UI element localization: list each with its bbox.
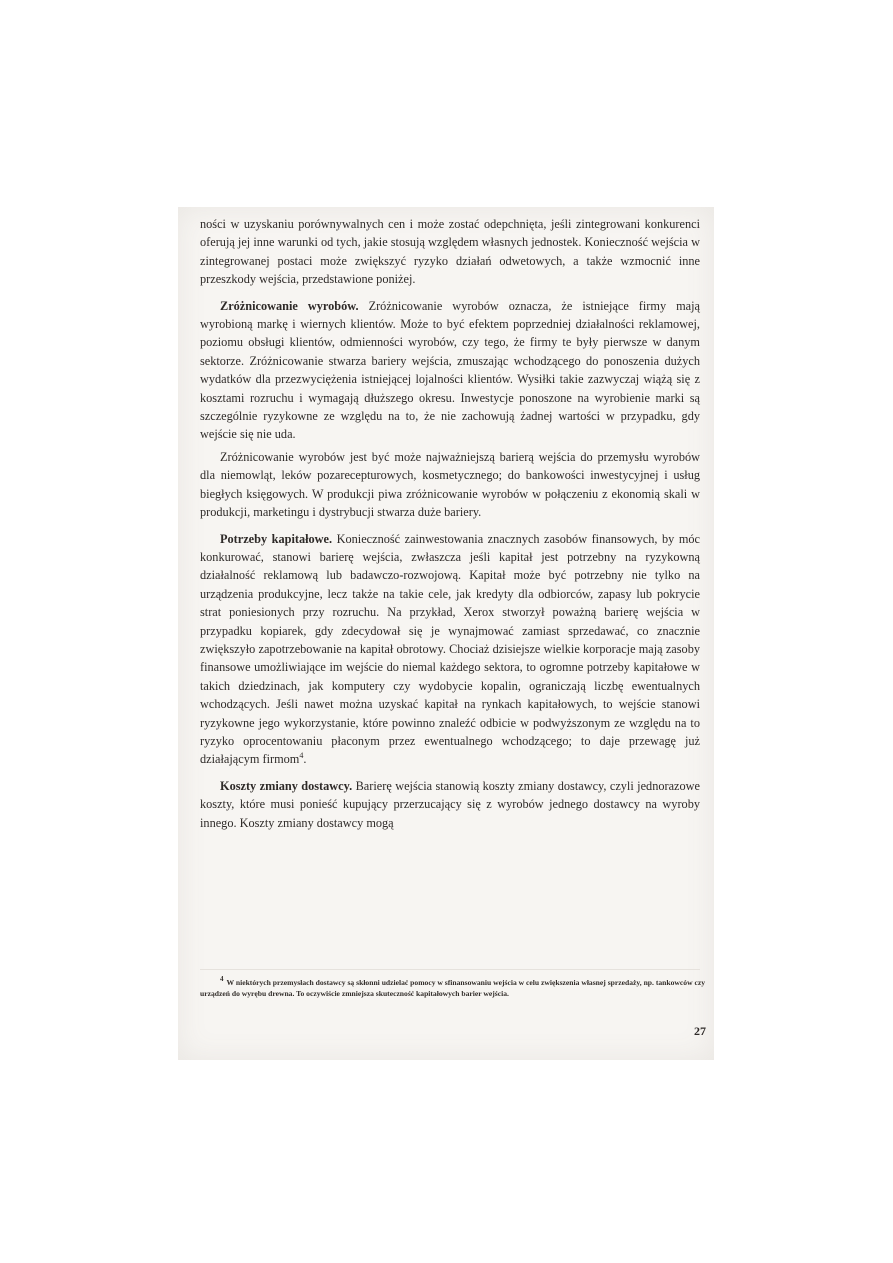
footnote-text: W niektórych przemysłach dostawcy są skłonni udzielać pomocy w sfinansowaniu wejścia w celu zwiększenia własnej sprzedaży, np. tankowców czy urządzeń do wyrębu drewna. To oczywiście zmniejsza skuteczność kapitałowych barier wejścia. bbox=[200, 978, 705, 998]
body-text bbox=[200, 215, 700, 832]
footnote-mark: 4 bbox=[220, 975, 224, 984]
section-heading-product-differentiation: Zróżnicowanie wyrobów. bbox=[220, 298, 359, 313]
paragraph-text: Barierę wejścia stanowią koszty zmiany dostawcy, czyli jednorazowe koszty, które musi ponieść kupujący przerzucający się z wyrobów jednego dostawcy na wyroby innego. Koszty zmiany dostawcy mogą bbox=[200, 778, 700, 830]
paragraph-product-differentiation bbox=[200, 297, 700, 444]
paragraph-text: Zróżnicowanie wyrobów oznacza, że istniejące firmy mają wyrobioną markę i wiernych klientów. Może to być efektem poprzedniej działalności reklamowej, poziomu obsługi klientów, odmienności wyrobów, czy tego, że firmy te były pierwsze w danym sektorze. Zróżnicowanie stwarza bariery wejścia, zmuszając wchodzącego do ponoszenia dużych wydatków dla przezwyciężenia istniejącej lojalności klientów. Wysiłki takie zazwyczaj wiążą się z kosztami rozruchu i wymagają dłuższego okresu. Inwestycje ponoszone na wyrobienie marki są szczególnie ryzykowne ze względu na to, że nie zachowują żadnej wartości w przypadku, gdy wejście się nie uda. bbox=[200, 298, 700, 442]
section-heading-switching-costs: Koszty zmiany dostawcy. bbox=[220, 778, 353, 793]
book-page bbox=[178, 207, 714, 1060]
paragraph-capital-requirements bbox=[200, 530, 700, 769]
paragraph-text: ności w uzyskaniu porównywalnych cen i może zostać odepchnięta, jeśli zintegrowani konkurenci oferują jej inne warunki od tych, jakie stosują względem własnych jednostek. Konieczność wejścia w zintegrowanej postaci może zwiększyć ryzyko działań odwetowych, a także wzmocnić inne przeszkody wejścia, przedstawione poniżej. bbox=[200, 217, 700, 287]
footnote-divider bbox=[200, 969, 700, 970]
paragraph-differentiation-examples bbox=[200, 448, 700, 522]
paragraph-continuation bbox=[200, 215, 700, 289]
paragraph-text: Zróżnicowanie wyrobów jest być może najważniejszą barierą wejścia do przemysłu wyrobów dla niemowląt, leków pozarecepturowych, kosmetycznego; do bankowości inwestycyjnej i usług biegłych księgowych. W produkcji piwa zróżnicowanie wyrobów w połączeniu z ekonomią skali w produkcji, marketingu i dystrybucji stwarza duże bariery. bbox=[200, 449, 700, 520]
paragraph-switching-costs bbox=[200, 777, 700, 832]
paragraph-text: Konieczność zainwestowania znacznych zasobów finansowych, by móc konkurować, stanowi barierę wejścia, zwłaszcza jeśli kapitał jest potrzebny na ryzykowną działalność reklamową lub badawczo-rozwojową. Kapitał może być potrzebny nie tylko na urządzenia produkcyjne, lecz także na takie cele, jak kredyty dla odbiorców, zapasy lub pokrycie strat poniesionych przy rozruchu. Na przykład, Xerox stworzył poważną barierę wejścia w przypadku kopiarek, gdy zdecydował się je wynajmować zamiast sprzedawać, co znacznie zwiększyło zapotrzebowanie na kapitał obrotowy. Chociaż dzisiejsze wielkie korporacje mają zasoby finansowe umożliwiające im wejście do niemal każdego sektora, to ogromne potrzeby kapitałowe w takich dziedzinach, jak komputery czy wydobycie kopalin, ograniczają liczbę ewentualnych wchodzących. Jeśli nawet można uzyskać kapitał na rynkach kapitałowych, to wejście stanowi ryzykowne jego wykorzystanie, które powinno znaleźć odbicie w podwyższonym ze względu na to ryzyko oprocentowaniu płaconym przez ewentualnego wchodzącego; to daje przewagę już działającym firmom bbox=[200, 531, 700, 767]
footnote-reference: 4 bbox=[299, 751, 304, 761]
page-number: 27 bbox=[694, 1024, 706, 1038]
paragraph-end: . bbox=[303, 752, 307, 767]
footnote bbox=[200, 977, 705, 999]
section-heading-capital-requirements: Potrzeby kapitałowe. bbox=[220, 531, 333, 546]
